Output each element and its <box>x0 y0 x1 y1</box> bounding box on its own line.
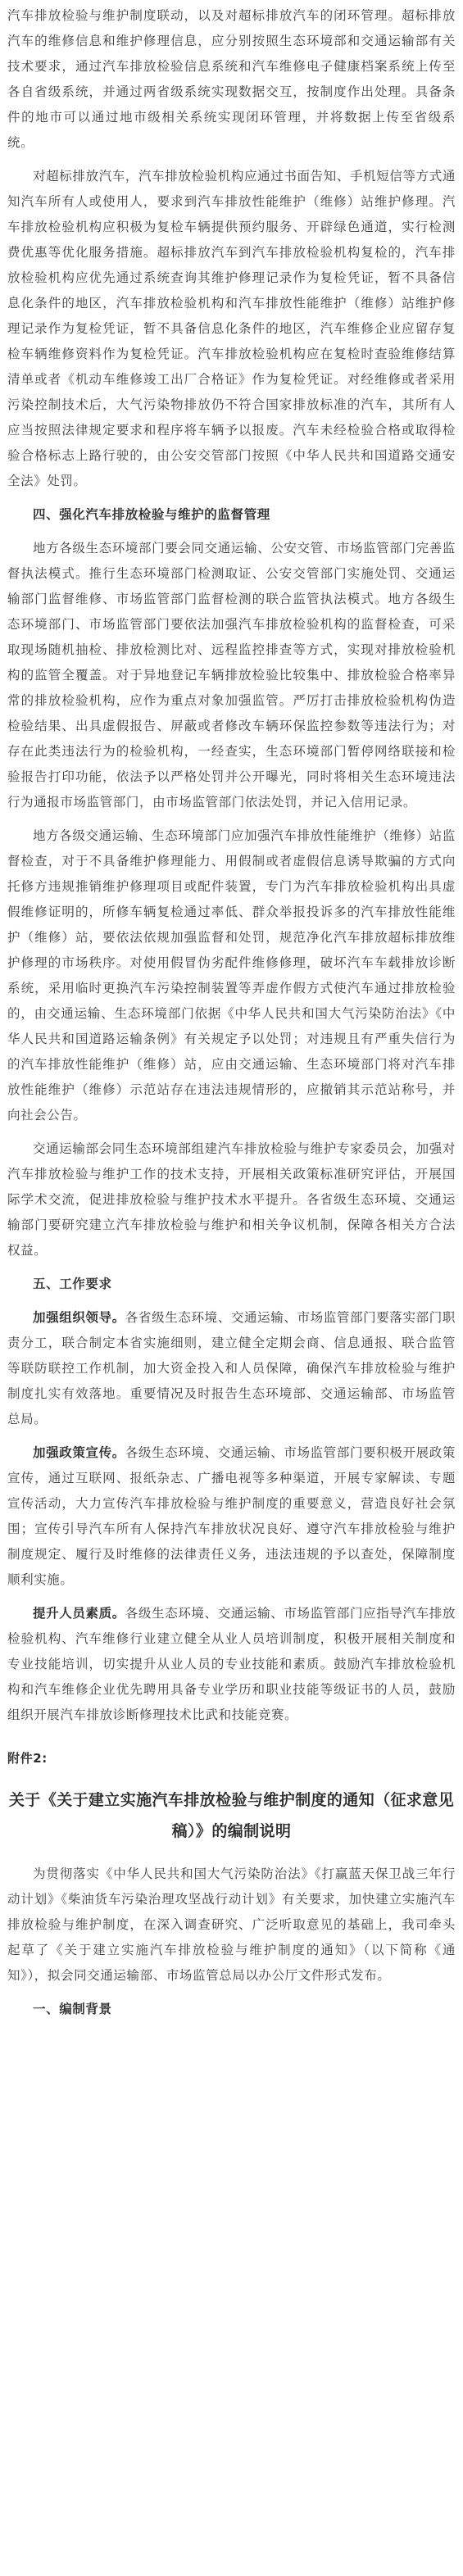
requirement-paragraph <box>7 1601 456 1728</box>
intro-paragraph: 为贯彻落实《中华人民共和国大气污染防治法》《打赢蓝天保卫战三年行动计划》《柴油货车污染治理攻坚战行动计划》有关要求，加快建立实施汽车排放检验与维护制度，在深入调查研究、广泛听取意见的基础上，我司牵头起草了《关于建立实施汽车排放检验与维护制度的通知》（以下简称《通知》），拟会同交通运输部、市场监管总局以办公厅文件形式发布。 <box>7 1866 456 1983</box>
requirement-paragraph <box>7 1305 456 1432</box>
body-paragraph: 地方各级生态环境部门要会同交通运输、公安交管、市场监管部门完善监督执法模式。推行生态环境部门检测取证、公安交管部门实施处罚、交通运输部门监督维修、市场监管部门监督检测的联合监管执法模式。地方各级生态环境部门、市场监管部门要依法加强汽车排放检验机构的监督检查，可采取现场随机抽检、排放检测比对、远程监控排查等方式，实现对排放检验机构的监管全覆盖。对于异地登记车辆排放检验比较集中、排放检验合格率异常的排放检验机构，应作为重点对象加强监管。严厉打击排放检验机构伪造检验结果、出具虚假报告、屏蔽或者修改车辆环保监控参数等违法行为；对存在此类违法行为的检验机构，一经查实，生态环境部门暂停网络联接和检验报告打印功能，依法予以严格处罚并公开曝光，同时将相关生态环境违法行为通报市场监管部门，由市场监管部门依法处罚，并记入信用记录。 <box>7 541 456 810</box>
body-paragraph: 汽车排放检验与维护制度联动，以及对超标排放汽车的闭环管理。超标排放汽车的维修信息和维护修理信息，应分别按照生态环境部和交通运输部有关技术要求，通过汽车排放检验信息系统和汽车维修电子健康档案系统上传至各自省级系统，并通过两省级系统实现数据交互，按制度作出处理。具备条件的地市可以通过地市级相关系统实现闭环管理，并将数据上传至省级系统。 <box>7 8 456 150</box>
body-paragraph: 交通运输部会同生态环境部组建汽车排放检验与维护专家委员会，加强对汽车排放检验与维护工作的技术支持，开展相关政策标准研究评估，开展国际学术交流，促进排放检验与维护技术水平提升。各省级生态环境、交通运输部门要研究建立汽车排放检验与维护和相关争议机制，保障各相关方合法权益。 <box>7 1141 456 1258</box>
body-paragraph: 地方各级交通运输、生态环境部门应加强汽车排放性能维护（维修）站监督检查，对于不具备维护修理能力、用假制或者虚假信息诱导欺骗的方式向托修方违规推销维护修理项目或配件装置，专门为汽车排放检验机构出具虚假维修证明的，所修车辆复检通过率低、群众举报投诉多的汽车排放性能维护（维修）站，要依法依规加强监督和处罚，规范净化汽车排放超标排放维护修理的市场秩序。对使用假冒伪劣配件维修修理，破坏汽车车载排放诊断系统，采用临时更换汽车污染控制装置等弄虚作假方式使汽车通过排放检验的，由交通运输、生态环境部门依据《中华人民共和国大气污染防治法》《中华人民共和国道路运输条例》有关规定予以处罚；对违规且有严重失信行为的汽车排放性能维护（维修）站，应由交通运输、生态环境部门将对汽车排放性能维护（维修）示范站存在违法违规情形的，应撤销其示范站称号，并向社会公告。 <box>7 828 456 1122</box>
document-title: 关于《关于建立实施汽车排放检验与维护制度的通知（征求意见稿）》的编制说明 <box>8 1791 455 1840</box>
section-heading: 一、编制背景 <box>33 2002 112 2016</box>
requirement-lead: 提升人员素质。 <box>33 1606 125 1621</box>
body-paragraph: 对超标排放汽车，汽车排放检验机构应通过书面告知、手机短信等方式通知汽车所有人或使用人，要求到汽车排放性能维护（维修）站维护修理。汽车排放检验机构应积极为复检车辆提供预约服务、开辟绿色通道，实行检测费优惠等优化服务措施。超标排放汽车到汽车排放检验机构复检的，汽车排放检验机构应优先通过系统查询其维护修理记录作为复检凭证，暂不具备信息化条件的地区，汽车排放检验机构和汽车排放性能维护（维修）站维护修理记录作为复检凭证，暂不具备信息化条件的地区，汽车维修企业应留存复检车辆维修资料作为复检凭证。汽车排放检验机构应在复检时查验维修结算清单或者《机动车维修竣工出厂合格证》作为复检凭证。对经维修或者采用污染控制技术后，大气污染物排放仍不符合国家排放标准的汽车，其所有人应当按照法律规定要求和程序将车辆予以报废。汽车未经检验合格或取得检验合格标志上路行驶的，由公安交管部门按照《中华人民共和国道路交通安全法》处罚。 <box>7 169 456 488</box>
requirement-text: 各省级生态环境、交通运输、市场监管部门要落实部门职责分工，联合制定本省实施细则，建立健全定期会商、信息通报、联合监管等联防联控工作机制，加大资金投入和人员保障，确保汽车排放检验与维护制度扎实有效落地。重要情况及时报告生态环境部、交通运输部、市场监管总局。 <box>7 1310 456 1426</box>
requirement-text: 各级生态环境、交通运输、市场监管部门要积极开展政策宣传，通过互联网、报纸杂志、广播电视等多种渠道，开展专家解读、专题宣传活动，大力宣传汽车排放检验与维护制度的重要意义，营造良好社会氛围；宣传引导汽车所有人保持汽车排放状况良好、遵守汽车排放检验与维护制度规定、履行及时维修的法律责任义务，违法违规的予以查处，保障制度顺利实施。 <box>7 1445 456 1587</box>
requirement-text: 各级生态环境、交通运输、市场监管部门应指导汽车排放检验机构、汽车维修行业建立健全从业人员培训制度，积极开展相关制度和专业技能培训，切实提升从业人员的专业技能和素质。鼓励汽车排放检验机构和汽车维修企业优先聘用具备专业学历和职业技能等级证书的人员，鼓励组织开展汽车排放诊断修理技术比武和技能竞赛。 <box>7 1606 456 1722</box>
section-heading: 四、强化汽车排放检验与维护的监督管理 <box>33 507 270 522</box>
section-heading: 五、工作要求 <box>33 1277 112 1291</box>
requirement-lead: 加强政策宣传。 <box>33 1445 125 1460</box>
requirement-lead: 加强组织领导。 <box>33 1310 125 1325</box>
annex-label: 附件2: <box>7 1751 48 1766</box>
requirement-paragraph <box>7 1440 456 1593</box>
